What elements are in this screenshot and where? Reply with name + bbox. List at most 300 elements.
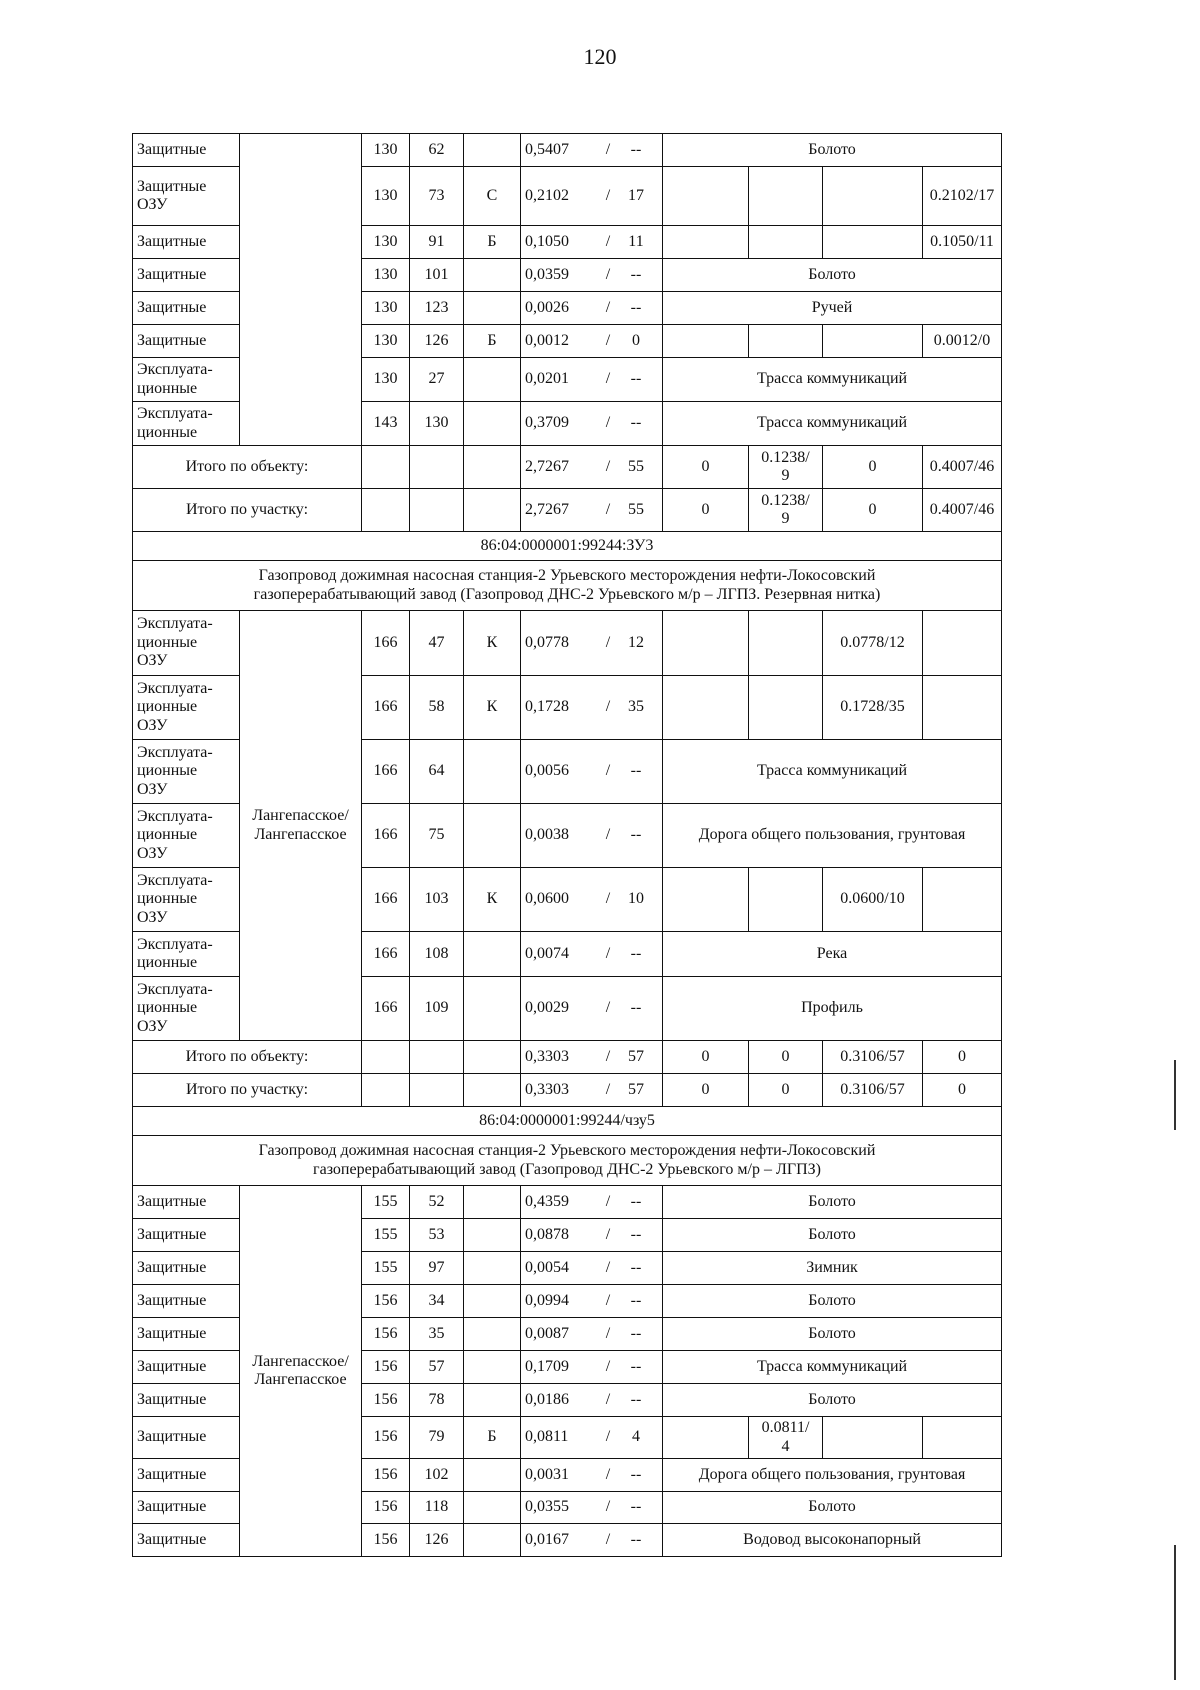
total-label: Итого по объекту: <box>133 446 362 489</box>
empty-cell <box>464 1074 521 1107</box>
forest-type: Эксплуата- ционные ОЗУ <box>133 676 240 740</box>
forest-type: Эксплуата- ционные ОЗУ <box>133 740 240 804</box>
col-3 <box>823 1417 923 1459</box>
forest-type: Защитные <box>133 1459 240 1492</box>
area-value: 0,0029 <box>525 999 569 1017</box>
col-1 <box>663 167 749 226</box>
volume-value: -- <box>630 826 642 844</box>
land-note: Трасса коммуникаций <box>663 740 1002 804</box>
category <box>464 1285 521 1318</box>
category: Б <box>464 325 521 358</box>
volume-value: -- <box>630 1465 642 1483</box>
area-separator: / <box>605 331 611 349</box>
volume-value: -- <box>630 265 642 283</box>
table-row <box>133 1186 1002 1219</box>
quarter-number: 156 <box>362 1524 410 1557</box>
land-note: Болото <box>663 1186 1002 1219</box>
area-cell <box>521 1041 663 1074</box>
col-4: 0.1050/11 <box>923 226 1002 259</box>
plot-number: 118 <box>410 1492 464 1524</box>
area-separator: / <box>605 1225 611 1243</box>
area-value: 0,0359 <box>525 265 569 283</box>
area-cell <box>521 1417 663 1459</box>
col-2 <box>749 325 823 358</box>
col-4: 0.0012/0 <box>923 325 1002 358</box>
forestry-name <box>240 134 362 446</box>
plot-number: 78 <box>410 1384 464 1417</box>
area-cell <box>521 226 663 259</box>
cadastral-code: 86:04:0000001:99244:ЗУ3 <box>133 532 1002 561</box>
forest-type: Эксплуата- ционные <box>133 358 240 402</box>
area-cell <box>521 977 663 1041</box>
area-value: 0,0878 <box>525 1225 569 1243</box>
volume-value: 10 <box>628 890 644 908</box>
volume-value: -- <box>630 1258 642 1276</box>
area-separator: / <box>605 1357 611 1375</box>
quarter-number: 156 <box>362 1492 410 1524</box>
area-separator: / <box>605 999 611 1017</box>
object-description-row <box>133 1136 1002 1186</box>
plot-number: 97 <box>410 1252 464 1285</box>
col-1 <box>663 325 749 358</box>
category: К <box>464 676 521 740</box>
col-1 <box>663 1417 749 1459</box>
plot-number: 62 <box>410 134 464 167</box>
area-cell <box>521 489 663 532</box>
table-row <box>133 611 1002 676</box>
area-cell <box>521 676 663 740</box>
forest-plots-table <box>132 133 1002 1557</box>
area-value: 0,0811 <box>525 1428 569 1446</box>
total-row <box>133 489 1002 532</box>
volume-value: 0 <box>632 331 640 349</box>
forest-type: Защитные <box>133 259 240 292</box>
forest-type: Защитные <box>133 1252 240 1285</box>
volume-value: -- <box>630 140 642 158</box>
col-4 <box>923 611 1002 676</box>
col-1 <box>663 868 749 932</box>
forest-type: Защитные <box>133 226 240 259</box>
quarter-number: 130 <box>362 259 410 292</box>
volume-value: -- <box>630 944 642 962</box>
quarter-number: 156 <box>362 1459 410 1492</box>
col-4 <box>923 868 1002 932</box>
empty-cell <box>410 1041 464 1074</box>
volume-value: 55 <box>628 500 644 518</box>
total-col-2: 0.1238/ 9 <box>749 446 823 489</box>
total-col-4: 0.4007/46 <box>923 489 1002 532</box>
empty-cell <box>362 1074 410 1107</box>
area-value: 0,0012 <box>525 331 569 349</box>
area-cell <box>521 1285 663 1318</box>
volume-value: 55 <box>628 457 644 475</box>
forest-type: Защитные <box>133 1285 240 1318</box>
category: К <box>464 868 521 932</box>
area-cell <box>521 134 663 167</box>
category <box>464 1252 521 1285</box>
forest-type: Защитные ОЗУ <box>133 167 240 226</box>
area-separator: / <box>605 232 611 250</box>
empty-cell <box>464 446 521 489</box>
area-cell <box>521 804 663 868</box>
area-separator: / <box>605 140 611 158</box>
quarter-number: 130 <box>362 134 410 167</box>
total-col-4: 0 <box>923 1041 1002 1074</box>
total-label: Итого по участку: <box>133 1074 362 1107</box>
area-cell <box>521 358 663 402</box>
quarter-number: 156 <box>362 1351 410 1384</box>
col-3: 0.1728/35 <box>823 676 923 740</box>
volume-value: -- <box>630 370 642 388</box>
volume-value: -- <box>630 999 642 1017</box>
land-note: Река <box>663 932 1002 977</box>
plot-number: 109 <box>410 977 464 1041</box>
plot-number: 52 <box>410 1186 464 1219</box>
col-3 <box>823 325 923 358</box>
forestry-name: Лангепасское/ Лангепасское <box>240 611 362 1041</box>
area-value: 0,2102 <box>525 186 569 204</box>
quarter-number: 155 <box>362 1252 410 1285</box>
area-value: 0,3709 <box>525 414 569 432</box>
volume-value: 17 <box>628 186 644 204</box>
col-1 <box>663 226 749 259</box>
area-separator: / <box>605 944 611 962</box>
volume-value: -- <box>630 1498 642 1516</box>
quarter-number: 156 <box>362 1285 410 1318</box>
total-col-4: 0.4007/46 <box>923 446 1002 489</box>
total-col-1: 0 <box>663 1041 749 1074</box>
area-value: 0,0186 <box>525 1390 569 1408</box>
area-separator: / <box>605 1080 611 1098</box>
category <box>464 259 521 292</box>
quarter-number: 166 <box>362 868 410 932</box>
land-note: Профиль <box>663 977 1002 1041</box>
plot-number: 53 <box>410 1219 464 1252</box>
area-cell <box>521 1524 663 1557</box>
quarter-number: 130 <box>362 358 410 402</box>
area-cell <box>521 1492 663 1524</box>
quarter-number: 166 <box>362 977 410 1041</box>
area-cell <box>521 446 663 489</box>
land-note: Водовод высоконапорный <box>663 1524 1002 1557</box>
plot-number: 102 <box>410 1459 464 1492</box>
area-value: 0,0054 <box>525 1258 569 1276</box>
col-4 <box>923 676 1002 740</box>
land-note: Болото <box>663 1318 1002 1351</box>
total-label: Итого по объекту: <box>133 1041 362 1074</box>
area-cell <box>521 1318 663 1351</box>
total-col-3: 0.3106/57 <box>823 1074 923 1107</box>
cadastral-code-row <box>133 1107 1002 1136</box>
empty-cell <box>464 489 521 532</box>
category <box>464 1318 521 1351</box>
category <box>464 1524 521 1557</box>
total-col-3: 0.3106/57 <box>823 1041 923 1074</box>
forest-type: Эксплуата- ционные <box>133 402 240 446</box>
volume-value: -- <box>630 298 642 316</box>
total-row <box>133 1074 1002 1107</box>
plot-number: 126 <box>410 1524 464 1557</box>
area-value: 0,0056 <box>525 762 569 780</box>
area-value: 0,0355 <box>525 1498 569 1516</box>
area-value: 0,0167 <box>525 1530 569 1548</box>
forest-type: Защитные <box>133 1492 240 1524</box>
quarter-number: 156 <box>362 1318 410 1351</box>
area-cell <box>521 1351 663 1384</box>
volume-value: -- <box>630 1324 642 1342</box>
area-cell <box>521 325 663 358</box>
object-description: Газопровод дожимная насосная станция-2 Урьевского месторождения нефти-Локосовский газоперерабатывающий завод (Газопровод ДНС-2 Урьевского м/р – ЛГПЗ. Резервная нитка) <box>133 561 1002 611</box>
quarter-number: 155 <box>362 1186 410 1219</box>
empty-cell <box>410 489 464 532</box>
plot-number: 130 <box>410 402 464 446</box>
area-cell <box>521 1459 663 1492</box>
col-3: 0.0600/10 <box>823 868 923 932</box>
category <box>464 932 521 977</box>
forestry-name: Лангепасское/ Лангепасское <box>240 1186 362 1557</box>
area-value: 0,0031 <box>525 1465 569 1483</box>
category <box>464 1351 521 1384</box>
area-separator: / <box>605 457 611 475</box>
cadastral-code-row <box>133 532 1002 561</box>
forest-type: Защитные <box>133 1384 240 1417</box>
plot-number: 64 <box>410 740 464 804</box>
category: К <box>464 611 521 676</box>
area-cell <box>521 167 663 226</box>
land-note: Дорога общего пользования, грунтовая <box>663 1459 1002 1492</box>
plot-number: 34 <box>410 1285 464 1318</box>
cadastral-code: 86:04:0000001:99244/чзу5 <box>133 1107 1002 1136</box>
category: Б <box>464 226 521 259</box>
col-1 <box>663 676 749 740</box>
area-separator: / <box>605 186 611 204</box>
volume-value: -- <box>630 762 642 780</box>
quarter-number: 166 <box>362 740 410 804</box>
area-cell <box>521 1384 663 1417</box>
plot-number: 73 <box>410 167 464 226</box>
total-row <box>133 1041 1002 1074</box>
area-cell <box>521 611 663 676</box>
area-cell <box>521 1252 663 1285</box>
quarter-number: 143 <box>362 402 410 446</box>
area-separator: / <box>605 633 611 651</box>
quarter-number: 130 <box>362 292 410 325</box>
forest-type: Эксплуата- ционные ОЗУ <box>133 804 240 868</box>
empty-cell <box>362 489 410 532</box>
category <box>464 134 521 167</box>
forest-type: Эксплуата- ционные <box>133 932 240 977</box>
plot-number: 27 <box>410 358 464 402</box>
col-4: 0.2102/17 <box>923 167 1002 226</box>
area-separator: / <box>605 265 611 283</box>
area-value: 0,1709 <box>525 1357 569 1375</box>
quarter-number: 156 <box>362 1384 410 1417</box>
plot-number: 123 <box>410 292 464 325</box>
total-col-2: 0.1238/ 9 <box>749 489 823 532</box>
total-col-1: 0 <box>663 1074 749 1107</box>
plot-number: 58 <box>410 676 464 740</box>
category: С <box>464 167 521 226</box>
land-note: Болото <box>663 134 1002 167</box>
forest-type: Защитные <box>133 1417 240 1459</box>
area-value: 0,0600 <box>525 890 569 908</box>
area-separator: / <box>605 1291 611 1309</box>
volume-value: -- <box>630 1357 642 1375</box>
empty-cell <box>410 1074 464 1107</box>
volume-value: 4 <box>632 1428 640 1446</box>
total-col-3: 0 <box>823 489 923 532</box>
area-value: 2,7267 <box>525 500 569 518</box>
land-note: Трасса коммуникаций <box>663 358 1002 402</box>
area-cell <box>521 402 663 446</box>
category: Б <box>464 1417 521 1459</box>
total-row <box>133 446 1002 489</box>
area-cell <box>521 1074 663 1107</box>
col-3 <box>823 226 923 259</box>
area-separator: / <box>605 1465 611 1483</box>
land-note: Болото <box>663 1384 1002 1417</box>
area-cell <box>521 740 663 804</box>
area-value: 0,4359 <box>525 1192 569 1210</box>
area-value: 0,1728 <box>525 698 569 716</box>
plot-number: 79 <box>410 1417 464 1459</box>
empty-cell <box>362 446 410 489</box>
forest-type: Защитные <box>133 292 240 325</box>
empty-cell <box>362 1041 410 1074</box>
total-col-2: 0 <box>749 1074 823 1107</box>
volume-value: 57 <box>628 1080 644 1098</box>
col-2 <box>749 676 823 740</box>
area-cell <box>521 1186 663 1219</box>
land-note: Трасса коммуникаций <box>663 402 1002 446</box>
quarter-number: 166 <box>362 611 410 676</box>
plot-number: 47 <box>410 611 464 676</box>
area-cell <box>521 868 663 932</box>
area-separator: / <box>605 1192 611 1210</box>
area-separator: / <box>605 298 611 316</box>
area-cell <box>521 932 663 977</box>
quarter-number: 166 <box>362 804 410 868</box>
table-row <box>133 134 1002 167</box>
area-separator: / <box>605 1258 611 1276</box>
area-value: 0,1050 <box>525 232 569 250</box>
area-value: 2,7267 <box>525 457 569 475</box>
land-note: Трасса коммуникаций <box>663 1351 1002 1384</box>
area-separator: / <box>605 826 611 844</box>
total-col-1: 0 <box>663 446 749 489</box>
forest-type: Эксплуата- ционные ОЗУ <box>133 611 240 676</box>
volume-value: -- <box>630 1530 642 1548</box>
area-separator: / <box>605 890 611 908</box>
scan-artifact <box>1174 1060 1176 1130</box>
forest-type: Защитные <box>133 1219 240 1252</box>
volume-value: 11 <box>628 232 644 250</box>
volume-value: 57 <box>628 1047 644 1065</box>
forest-type: Защитные <box>133 1524 240 1557</box>
col-3 <box>823 167 923 226</box>
area-separator: / <box>605 1428 611 1446</box>
forest-type: Защитные <box>133 325 240 358</box>
land-note: Болото <box>663 259 1002 292</box>
land-note: Болото <box>663 1285 1002 1318</box>
area-separator: / <box>605 698 611 716</box>
area-separator: / <box>605 414 611 432</box>
forest-type: Защитные <box>133 1351 240 1384</box>
land-note: Ручей <box>663 292 1002 325</box>
land-note: Болото <box>663 1492 1002 1524</box>
forest-type: Эксплуата- ционные ОЗУ <box>133 977 240 1041</box>
col-4 <box>923 1417 1002 1459</box>
area-separator: / <box>605 1047 611 1065</box>
area-value: 0,0087 <box>525 1324 569 1342</box>
quarter-number: 166 <box>362 676 410 740</box>
area-separator: / <box>605 1390 611 1408</box>
quarter-number: 166 <box>362 932 410 977</box>
volume-value: -- <box>630 1225 642 1243</box>
total-col-1: 0 <box>663 489 749 532</box>
area-value: 0,5407 <box>525 140 569 158</box>
plot-number: 126 <box>410 325 464 358</box>
volume-value: 12 <box>628 633 644 651</box>
plot-number: 91 <box>410 226 464 259</box>
quarter-number: 130 <box>362 325 410 358</box>
category <box>464 1219 521 1252</box>
empty-cell <box>464 1041 521 1074</box>
object-description: Газопровод дожимная насосная станция-2 Урьевского месторождения нефти-Локосовский газоперерабатывающий завод (Газопровод ДНС-2 Урьевского м/р – ЛГПЗ) <box>133 1136 1002 1186</box>
area-value: 0,0038 <box>525 826 569 844</box>
total-col-4: 0 <box>923 1074 1002 1107</box>
plot-number: 57 <box>410 1351 464 1384</box>
col-2 <box>749 868 823 932</box>
forest-type: Защитные <box>133 134 240 167</box>
area-separator: / <box>605 762 611 780</box>
empty-cell <box>410 446 464 489</box>
plot-number: 35 <box>410 1318 464 1351</box>
page-number: 120 <box>583 44 617 69</box>
category <box>464 740 521 804</box>
area-value: 0,0074 <box>525 944 569 962</box>
quarter-number: 156 <box>362 1417 410 1459</box>
area-value: 0,3303 <box>525 1080 569 1098</box>
land-note: Дорога общего пользования, грунтовая <box>663 804 1002 868</box>
area-separator: / <box>605 1324 611 1342</box>
quarter-number: 130 <box>362 167 410 226</box>
land-note: Зимник <box>663 1252 1002 1285</box>
plot-number: 108 <box>410 932 464 977</box>
category <box>464 977 521 1041</box>
total-col-2: 0 <box>749 1041 823 1074</box>
col-2 <box>749 226 823 259</box>
forest-type: Эксплуата- ционные ОЗУ <box>133 868 240 932</box>
volume-value: -- <box>630 1390 642 1408</box>
quarter-number: 130 <box>362 226 410 259</box>
total-label: Итого по участку: <box>133 489 362 532</box>
forest-type: Защитные <box>133 1186 240 1219</box>
col-2: 0.0811/ 4 <box>749 1417 823 1459</box>
volume-value: -- <box>630 1291 642 1309</box>
object-description-row <box>133 561 1002 611</box>
plot-number: 103 <box>410 868 464 932</box>
total-col-3: 0 <box>823 446 923 489</box>
volume-value: -- <box>630 1192 642 1210</box>
area-cell <box>521 259 663 292</box>
category <box>464 1459 521 1492</box>
category <box>464 1492 521 1524</box>
category <box>464 1186 521 1219</box>
volume-value: -- <box>630 414 642 432</box>
land-note: Болото <box>663 1219 1002 1252</box>
area-cell <box>521 292 663 325</box>
